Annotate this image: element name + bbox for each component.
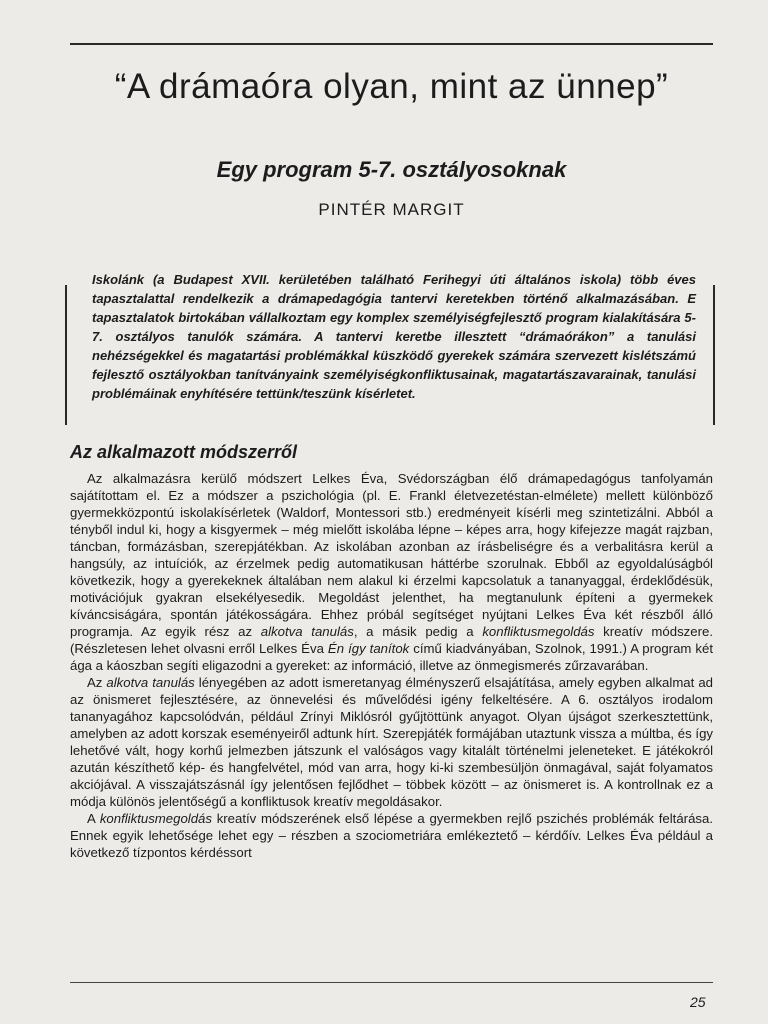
abstract-left-bar — [65, 285, 67, 425]
page-number: 25 — [690, 994, 706, 1010]
body-paragraph-2 — [70, 674, 713, 810]
body-paragraph-1 — [70, 470, 713, 674]
article-author: PINTÉR MARGIT — [318, 200, 465, 219]
section-heading: Az alkalmazott módszerről — [70, 442, 298, 462]
p3-emphasis-1: konfliktusmegoldás — [99, 811, 212, 826]
p1-text-b: , a másik pedig a — [353, 624, 483, 639]
p1-emphasis-1: alkotva tanulás — [260, 624, 354, 639]
abstract-right-bar — [713, 285, 715, 425]
p1-text-d: című kiadványában, Szolnok, 1991.) A program két ága a káoszban segíti eligazodni a gyereket: az információ, illetve az önmegismerés zűrzavarában. — [70, 641, 713, 673]
p1-text-c: kreatív módszere. (Részletesen lehet olvasni erről Lelkes Éva — [70, 624, 713, 656]
p2-emphasis-1: alkotva tanulás — [106, 675, 195, 690]
p3-text-a: A — [87, 811, 100, 826]
p3-text-b: kreatív módszerének első lépése a gyermekben rejlő pszichés problémák feltárása. Ennek egyik lehetősége lehet egy – részben a szociometriára emlékeztető – kérdőív. Lelkes Éva például a következő tízpontos kérdéssort — [70, 811, 714, 860]
body-text — [70, 470, 713, 861]
p1-emphasis-3: Én így tanítok — [327, 641, 410, 656]
bottom-rule — [70, 982, 713, 983]
p2-text-b: lényegében az adott ismeretanyag élményszerű elsajátítása, amely egyben alkalmat ad az önismeret fejlesztésére, az önnevelési és művelődési igény felkeltésére. A 6. osztályos irodalom tananyagához kapcsolódván, például Zrínyi Miklósról gyűjtöttünk anyagot. Olyan újságot szerkesztettünk, amelyben az adott korszak eseményeiről adtunk hírt. Szerepjáték formájában utaztunk vissza a múltba, és így lehetővé vált, hogy korhű jelmezben játszunk el valóságos vagy kitalált történelmi jeleneteket. E játékokról azután készíthető kép- és hangfelvétel, mód van arra, hogy ki-ki szembesüljön önmagával, saját folyamatos akciójával. A visszajátszásnál így jelentősen fejlődhet – többek között – az önismeret is. A kontrollnak ez a módja különös jelentőségű a konfliktusok kreatív megoldásakor. — [70, 675, 713, 809]
p2-text-a: Az — [87, 675, 107, 690]
p1-text-a: Az alkalmazásra kerülő módszert Lelkes Éva, Svédországban élő drámapedagógus tanfolyamán sajátítottam el. Ez a módszer a pszichológia (pl. E. Frankl életvezetéstan-elmélete) mellett különböző gyermekközpontú iskolakísérletek (Waldorf, Montessori stb.) eredményeit kísérli meg szintetizálni. Abból a tényből indul ki, hogy a kisgyermek – még mielőtt iskolába lépne – képes arra, hogy kifejezze magát rajzban, táncban, formázásban, szerepjátékban. Az iskolában azonban az írásbeliségre és a verbalitásra kerül a hangsúly, az intuíciók, az érzelmek pedig automatikusan háttérbe szorulnak. Ebből az egyoldalúságból következik, hogy a gyerekeknek általában nem alakul ki érzelmi kapcsolatuk a tananyaggal, érdeklődésük, motivációjuk gyakran elsekélyesedik. Megoldást jelenthet, ha megtanulunk építeni a gyermekek kíváncsiságára, spontán játékosságára. Ehhez próbál segítséget nyújtani Lelkes Éva két részből álló programja. Az egyik rész az — [70, 471, 713, 639]
body-paragraph-3 — [70, 810, 713, 861]
top-rule — [70, 43, 713, 45]
article-abstract: Iskolánk (a Budapest XVII. kerületében található Ferihegyi úti általános iskola) több éves tapasztalattal rendelkezik a drámapedagógia tantervi keretekben történő alkalmazásában. E tapasztalatok birtokában vállalkoztam egy komplex személyiségfejlesztő program kialakítására 5-7. osztályos tanulók számára. A tantervi keretbe illesztett “drámaórákon” a tanulási nehézségekkel és magatartási problémákkal küszködő gyerekek számára szervezett kislétszámú fejlesztő osztályokban tanítványaink személyiségkonfliktusainak, magatartászavarainak, tanulási problémáinak enyhítésére tettünk/teszünk kísérletet. — [92, 272, 696, 401]
article-subtitle: Egy program 5-7. osztályosoknak — [216, 157, 567, 182]
p1-emphasis-2: konfliktusmegoldás — [482, 624, 595, 639]
article-title: “A drámaóra olyan, mint az ünnep” — [114, 67, 669, 106]
